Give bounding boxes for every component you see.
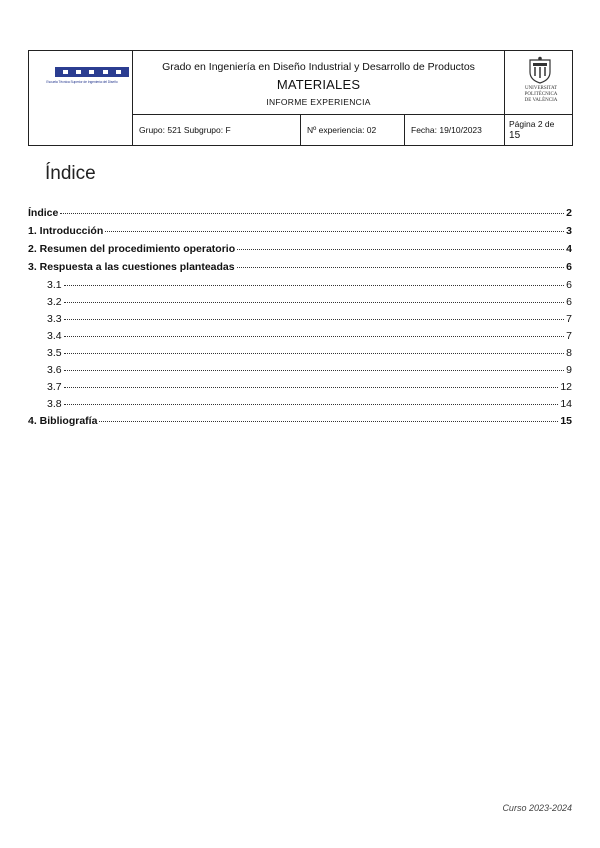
page-total: 15 [509, 130, 521, 141]
course-footer: Curso 2023-2024 [502, 803, 572, 813]
date-cell: Fecha: 19/10/2023 [405, 115, 505, 146]
toc-subentry[interactable]: 3.4 7 [47, 330, 572, 342]
document-header [28, 50, 573, 146]
university-logo [505, 51, 573, 115]
group-cell: Grupo: 521 Subgrupo: F [133, 115, 301, 146]
toc-entry[interactable]: 2. Resumen del procedimiento operatorio 4 [28, 243, 572, 255]
degree-title: Grado en Ingeniería en Diseño Industrial y Desarrollo de Productos [162, 60, 475, 73]
table-of-contents [28, 207, 572, 433]
page-label: Página 2 de [509, 119, 555, 129]
toc-entry[interactable]: Índice 2 [28, 207, 572, 219]
toc-entry[interactable]: 3. Respuesta a las cuestiones planteadas 6 [28, 261, 572, 273]
toc-subentry[interactable]: 3.7 12 [47, 381, 572, 393]
university-name: UNIVERSITAT POLITÈCNICA DE VALÈNCIA [524, 86, 558, 103]
toc-subentry[interactable]: 3.2 6 [47, 296, 572, 308]
report-type: INFORME EXPERIENCIA [266, 96, 371, 107]
title-block [133, 51, 505, 115]
toc-subentry[interactable]: 3.6 9 [47, 364, 572, 376]
toc-subentry[interactable]: 3.8 14 [47, 398, 572, 410]
toc-subentry[interactable]: 3.3 7 [47, 313, 572, 325]
toc-subentry[interactable]: 3.1 6 [47, 279, 572, 291]
subject-title: MATERIALES [276, 76, 361, 92]
university-crest-icon [527, 56, 553, 84]
toc-entry[interactable]: 4. Bibliografía 15 [28, 415, 572, 427]
toc-heading: Índice [45, 163, 96, 184]
school-name: Escuela Técnica Superior de Ingeniería del Diseño [46, 80, 118, 84]
school-logo-icon [55, 67, 129, 77]
toc-entry[interactable]: 1. Introducción 3 [28, 225, 572, 237]
experiment-cell: Nº experiencia: 02 [301, 115, 405, 146]
school-logo [29, 51, 133, 146]
toc-subentry[interactable]: 3.5 8 [47, 347, 572, 359]
page-cell [505, 115, 573, 146]
